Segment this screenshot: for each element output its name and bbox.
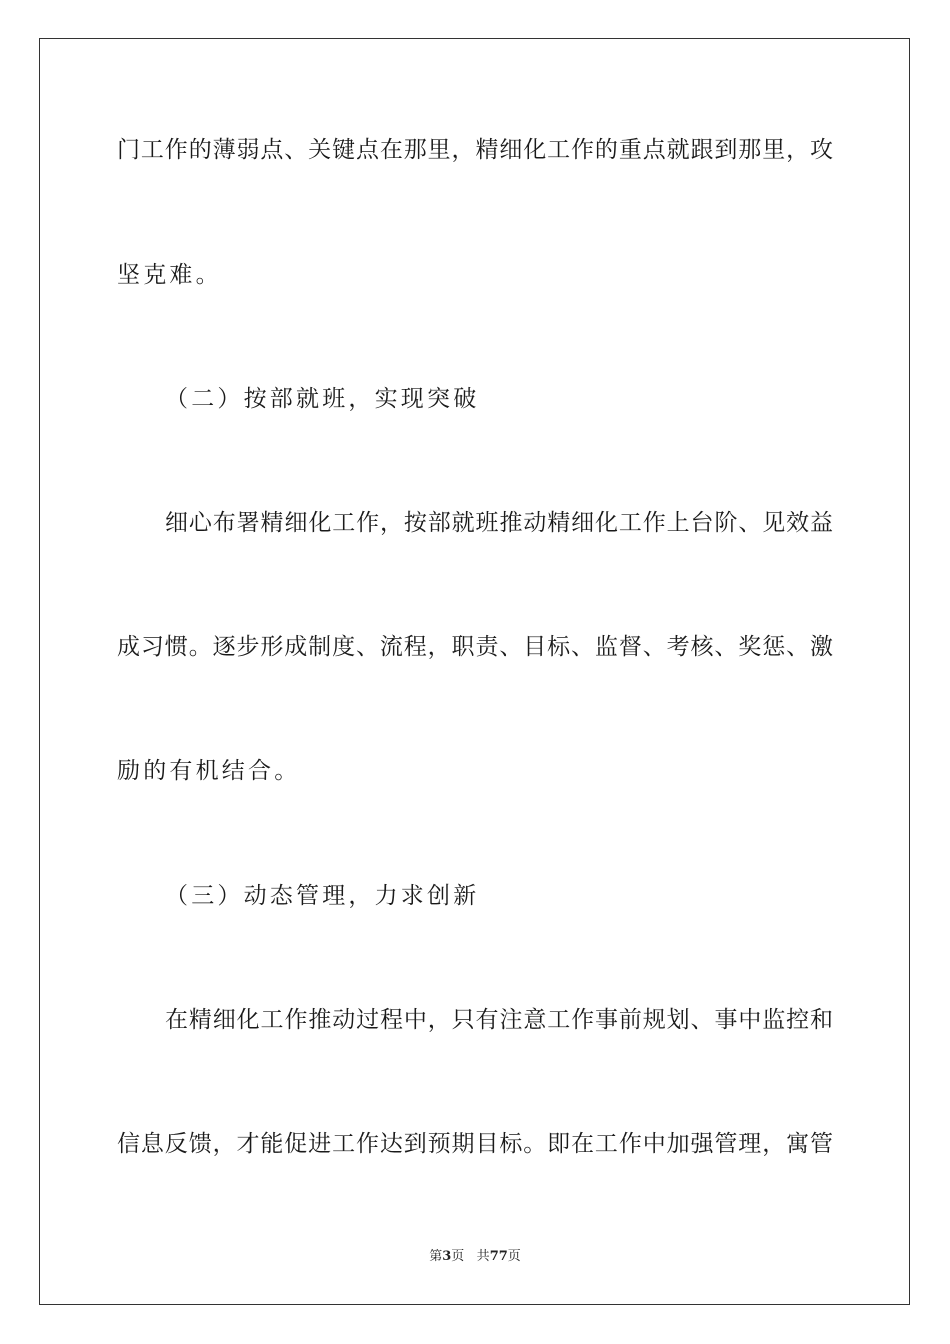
page-footer xyxy=(0,1248,950,1266)
paragraph-first-line: 在精细化工作推动过程中，只有注意工作事前规划、事中监控和 xyxy=(165,1007,833,1033)
body-text-line: 励的有机结合。 xyxy=(117,758,301,784)
body-text-line: 坚克难。 xyxy=(117,262,222,288)
page-border xyxy=(39,38,910,1305)
body-text-line: 成习惯。逐步形成制度、流程，职责、目标、监督、考核、奖惩、激 xyxy=(117,634,833,660)
total-pages: 77 xyxy=(489,1249,508,1264)
total-suffix: 页 xyxy=(507,1249,521,1264)
section-heading: （三）动态管理，力求创新 xyxy=(165,883,480,909)
body-text-line: 信息反馈，才能促进工作达到预期目标。即在工作中加强管理，寓管 xyxy=(117,1131,833,1157)
paragraph-first-line: 细心布署精细化工作，按部就班推动精细化工作上台阶、见效益 xyxy=(165,510,833,536)
page-suffix: 页 xyxy=(451,1249,465,1264)
page-number: 3 xyxy=(442,1249,452,1264)
section-heading: （二）按部就班，实现突破 xyxy=(165,386,480,412)
body-text-line: 门工作的薄弱点、关键点在那里，精细化工作的重点就跟到那里，攻 xyxy=(117,137,833,163)
page-prefix: 第 xyxy=(429,1249,443,1264)
total-prefix: 共 xyxy=(476,1249,490,1264)
